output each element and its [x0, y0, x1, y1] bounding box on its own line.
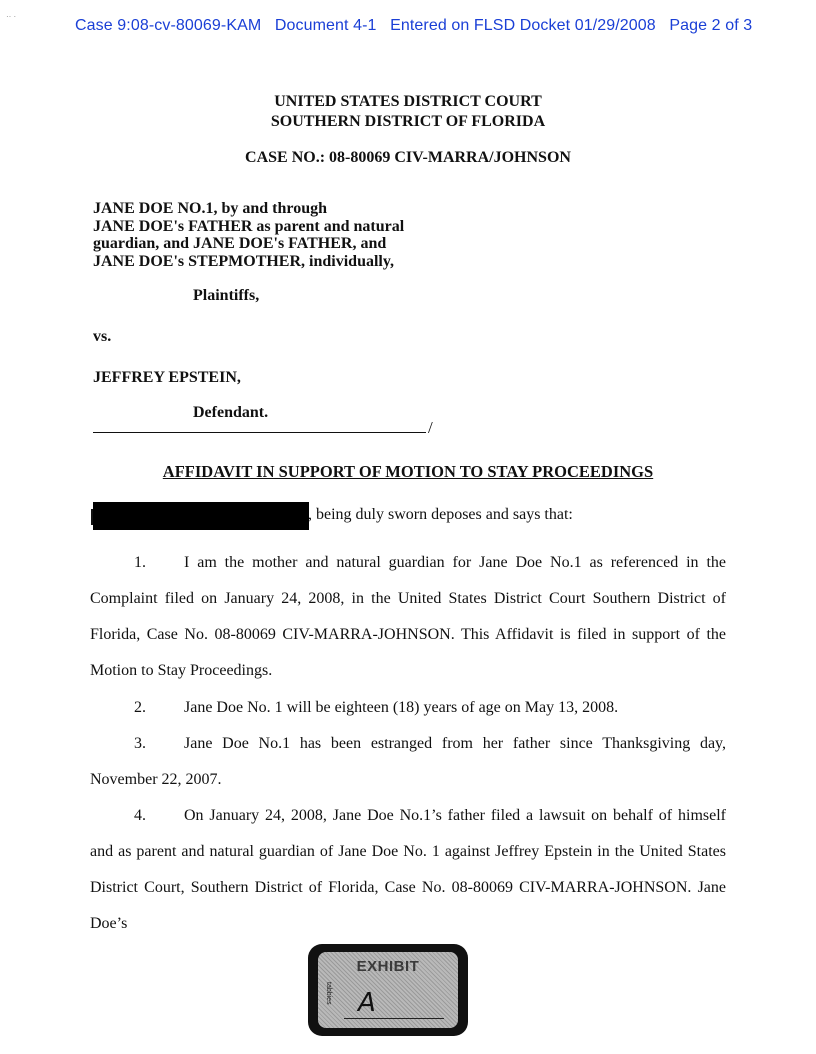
caption-slash: /: [428, 418, 433, 437]
exhibit-stamp-line: [344, 1018, 444, 1019]
caption-divider: [93, 432, 426, 433]
affidavit-title: AFFIDAVIT IN SUPPORT OF MOTION TO STAY PROCEEDINGS: [162, 462, 654, 481]
paragraph-number: 4.: [134, 807, 146, 824]
court-name-line1: UNITED STATES DISTRICT COURT: [274, 93, 542, 110]
versus-label: vs.: [93, 328, 112, 345]
plaintiff-line: JANE DOE's FATHER as parent and natural: [93, 217, 405, 235]
plaintiff-line: JANE DOE's STEPMOTHER, individually,: [93, 252, 394, 270]
redaction-block: [93, 502, 309, 530]
exhibit-stamp-face: [318, 952, 458, 1028]
exhibit-stamp-brand: tabbies: [325, 982, 332, 1005]
paragraph-number: 2.: [134, 699, 146, 716]
paragraph-text: Jane Doe No.1 has been estranged from her father since Thanksgiving day, November 22, 2007.: [90, 735, 726, 788]
paragraph-4: [90, 798, 726, 942]
scan-speck: ·· ·: [6, 12, 17, 21]
paragraph-number: 3.: [134, 735, 146, 752]
plaintiff-line: JANE DOE NO.1, by and through: [93, 200, 327, 217]
exhibit-stamp-letter: A: [358, 988, 376, 1018]
exhibit-stamp-title: EXHIBIT: [356, 958, 420, 975]
intro-text: , being duly sworn deposes and says that:: [308, 506, 573, 523]
plaintiff-line: guardian, and JANE DOE's FATHER, and: [93, 235, 387, 252]
header-case-number: Case 9:08-cv-80069-KAM: [75, 17, 262, 34]
defendant-label: Defendant.: [193, 404, 269, 421]
paragraph-1: [90, 545, 726, 689]
intro-initial-text: [86, 506, 90, 524]
case-number: CASE NO.: 08-80069 CIV-MARRA/JOHNSON: [245, 149, 571, 166]
paragraph-text: Jane Doe No. 1 will be eighteen (18) years of age on May 13, 2008.: [184, 699, 619, 716]
header-document: Document 4-1: [274, 17, 377, 34]
paragraph-text: On January 24, 2008, Jane Doe No.1’s father filed a lawsuit on behalf of himself and as parent and natural guardian of Jane Doe No. 1 against Jeffrey Epstein in the United States District Court, Southern District of Florida, Case No. 08-80069 CIV-MARRA-JOHNSON. Jane Doe’s: [90, 807, 726, 932]
plaintiff-caption: [93, 200, 404, 270]
exhibit-stamp: [308, 944, 468, 1036]
paragraph-3: [90, 726, 726, 798]
defendant-name: JEFFREY EPSTEIN,: [93, 369, 241, 386]
header-page: Page 2 of 3: [669, 17, 753, 34]
header-entered: Entered on FLSD Docket 01/29/2008: [390, 17, 656, 34]
plaintiffs-label: Plaintiffs,: [193, 287, 260, 304]
court-name-line2: SOUTHERN DISTRICT OF FLORIDA: [270, 113, 546, 130]
paragraph-2: [90, 690, 726, 726]
docket-header: [75, 17, 761, 35]
paragraph-text: I am the mother and natural guardian for Jane Doe No.1 as referenced in the Complaint filed on January 24, 2008, in the United States District Court Southern District of Florida, Case No. 08-80069 CIV-MARRA-JOHNSON. This Affidavit is filed in support of the Motion to Stay Proceedings.: [90, 554, 726, 679]
paragraph-number: 1.: [134, 554, 146, 571]
